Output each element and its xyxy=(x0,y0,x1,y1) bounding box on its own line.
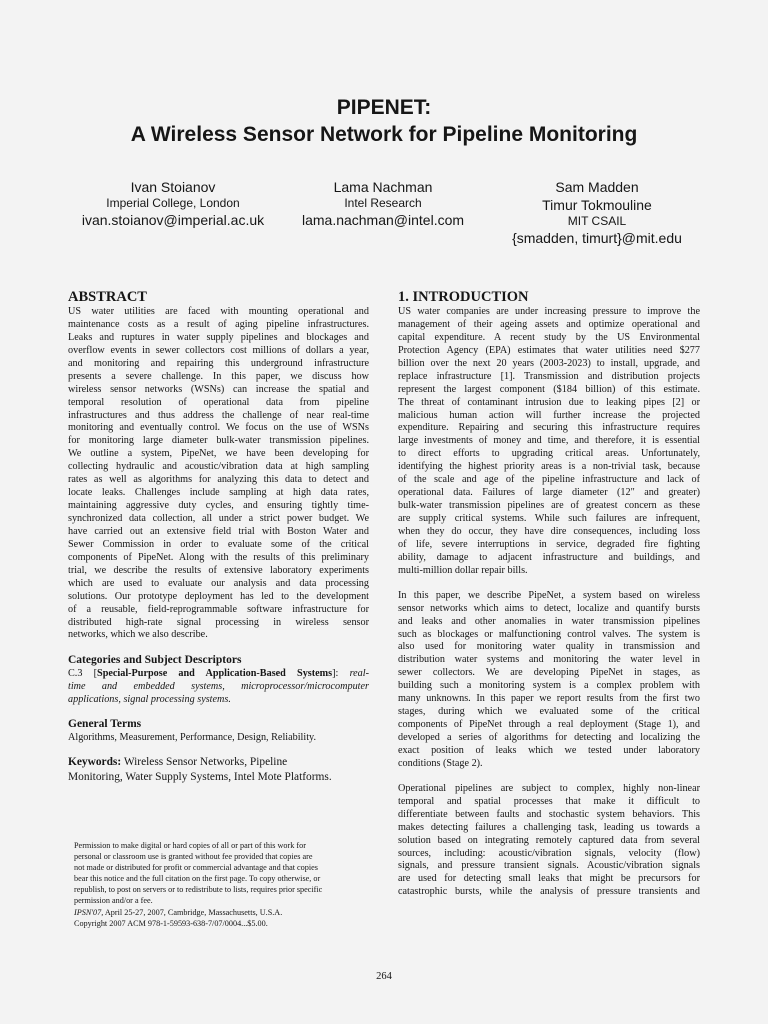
introduction-line: Operational pipelines are subject to complex, highly non-linear xyxy=(398,782,700,794)
left-column xyxy=(68,288,369,785)
abstract-line: collecting hydraulic and acoustic/vibration data at high sampling xyxy=(68,461,369,473)
permission-line: personal or classroom use is granted without fee provided that copies are xyxy=(74,852,313,862)
abstract-line: networks, which we also describe. xyxy=(68,629,208,641)
introduction-line: bulk-water transmission pipelines are of greatest concern as these xyxy=(398,500,700,512)
categories-line-2: time and embedded systems, microprocessor/microcomputer xyxy=(68,681,369,693)
author-block-1 xyxy=(58,178,288,229)
keywords-line-2: Monitoring, Water Supply Systems, Intel Mote Platforms. xyxy=(68,771,332,784)
permission-line: bear this notice and the full citation on the first page. To copy otherwise, or xyxy=(74,874,321,884)
introduction-line: In this paper, we describe PipeNet, a system based on wireless xyxy=(398,589,700,601)
abstract-line: of a reusable, field-reprogrammable software infrastructure for xyxy=(68,603,369,615)
paper-title-line-2: A Wireless Sensor Network for Pipeline Monitoring xyxy=(130,123,638,146)
introduction-line: Protection Agency (EPA) estimates that water utilities need $277 xyxy=(398,344,700,356)
abstract-body xyxy=(68,306,369,642)
categories-line-1 xyxy=(68,668,369,681)
introduction-line: when they do occur, they have dire consequences, including loss xyxy=(398,525,700,537)
introduction-line: identifying the highest priority areas is a non-trivial task, because xyxy=(398,461,700,473)
abstract-line: maintenance costs as a result of aging pipeline infrastructures. xyxy=(68,318,369,330)
abstract-line: wireless sensor networks (WSNs) can increase the spatial and xyxy=(68,383,369,395)
introduction-paragraph-1 xyxy=(398,306,700,578)
author-name: Ivan Stoianov xyxy=(130,179,216,195)
keywords-text-1: Wireless Sensor Networks, Pipeline xyxy=(123,756,288,769)
introduction-line: developed a series of algorithms for detecting and localizing the xyxy=(398,732,700,743)
introduction-line: large investments of money and time, and therefore, it is essential xyxy=(398,435,700,447)
permission-line: permission and/or a fee. xyxy=(74,896,153,906)
introduction-line: makes detecting failures a challenging task, leading us towards a xyxy=(398,821,700,833)
introduction-line: catastrophic bursts, while the analysis of pressure transients and xyxy=(398,886,700,898)
abstract-line: Leaks and ruptures in water supply pipelines and blockages and xyxy=(68,331,369,343)
introduction-line: and leaks and other anomalies in water transmission pipelines xyxy=(398,615,700,627)
introduction-line: replace infrastructure [1]. Transmission and distribution projects xyxy=(398,370,700,382)
author-affiliation: Intel Research xyxy=(344,196,422,210)
introduction-line: solution based on integrating remotely captured data from several xyxy=(398,834,700,846)
abstract-line: and monitoring and repairing this underground infrastructure xyxy=(68,357,369,369)
introduction-line: building such a monitoring system is a complex problem with xyxy=(398,680,700,692)
venue-line xyxy=(74,907,370,918)
introduction-line: such as blockages or malfunctioning control valves. The system is xyxy=(398,628,700,640)
introduction-line: temporal and spatial processes that make it difficult to xyxy=(398,795,700,807)
abstract-line: monitoring and eventually control. We focus on the use of WSNs xyxy=(68,422,369,434)
abstract-line: overflow events in sewer collectors cost millions of dollars a year, xyxy=(68,344,369,356)
categories-line-3: applications, signal processing systems. xyxy=(68,694,231,706)
paper-title-line-1: PIPENET: xyxy=(336,96,432,119)
abstract-line: locate leaks. Challenges include sampling at high data rates, xyxy=(68,487,369,499)
permission-lines xyxy=(74,840,370,907)
introduction-line: expenditure. Repairing and securing this infrastructure requires xyxy=(398,422,700,434)
abstract-line: for monitoring large diameter bulk-water transmission pipelines. xyxy=(68,435,369,447)
categories-heading: Categories and Subject Descriptors xyxy=(68,654,242,667)
abstract-line: Sewer Commission in order to evaluate some of the critical xyxy=(68,538,369,550)
author-name: Lama Nachman xyxy=(333,179,433,195)
venue-rest: April 25-27, 2007, Cambridge, Massachusetts, U.S.A. xyxy=(104,907,283,917)
abstract-line: distributed high-rate signal processing in wireless sensor xyxy=(68,616,369,628)
abstract-line: US water utilities are faced with mounting operational and xyxy=(68,306,369,317)
introduction-line: malicious human action will further increase the projected xyxy=(398,409,700,421)
permission-notice xyxy=(74,840,370,929)
introduction-line: capital expenditure. A recent study by the US Environmental xyxy=(398,331,700,343)
introduction-line: conditions (Stage 2). xyxy=(398,757,483,769)
right-column xyxy=(398,288,700,899)
introduction-line: The threat of contaminant intrusion due to leaking pipes [2] or xyxy=(398,396,700,408)
permission-line: Permission to make digital or hard copies of all or part of this work for xyxy=(74,841,306,850)
abstract-line: synchronized data collection, all under a strict power budget. We xyxy=(68,513,369,524)
author-email: {smadden, timurt}@mit.edu xyxy=(512,230,682,246)
keywords-label: Keywords: xyxy=(68,756,122,769)
introduction-line: of the scale and age of the pipeline infrastructure and lack of xyxy=(398,474,700,486)
permission-line: republish, to post on servers or to redistribute to lists, requires prior specific xyxy=(74,885,323,895)
introduction-paragraph-2 xyxy=(398,590,700,771)
abstract-line: temporal resolution of operational data from pipeline xyxy=(68,396,369,408)
author-affiliation: Imperial College, London xyxy=(106,196,240,210)
introduction-line: many unknowns. In this paper we report results from the first two xyxy=(398,693,700,705)
introduction-line: sensor networks which aims to detect, localize and quantify bursts xyxy=(398,602,700,614)
categories-bold: Special-Purpose and Application-Based Systems xyxy=(97,668,333,680)
introduction-line: distribution water systems and monitoring the water level in xyxy=(398,654,700,666)
abstract-line: rates as well as algorithms for analyzing this data to detect and xyxy=(68,474,369,486)
abstract-line: solutions. Our prototype deployment has led to the development xyxy=(68,590,369,602)
abstract-line: presents a severe challenge. In this paper, we discuss how xyxy=(68,370,369,382)
introduction-line: ability, damage to adjacent infrastructure and buildings, and xyxy=(398,551,700,563)
introduction-line: to direct efforts to upgrading critical areas. Unfortunately, xyxy=(398,448,700,460)
introduction-line: multi-million dollar repair bills. xyxy=(398,564,528,576)
introduction-line: operational data. Failures of large diameter (12" and greater) xyxy=(398,487,700,499)
introduction-line: components of PipeNet through a real deployment (Stage 1), and xyxy=(398,719,700,731)
categories-prefix: C.3 [ xyxy=(68,668,98,680)
introduction-paragraph-3 xyxy=(398,783,700,899)
abstract-line: maintaining aggressive duty cycles, and ensuring tightly time- xyxy=(68,500,369,512)
introduction-line: differentiate between faults and stochastic system behaviors. This xyxy=(398,808,700,820)
keywords-line-1 xyxy=(68,755,369,770)
introduction-line: US water companies are under increasing pressure to improve the xyxy=(398,306,700,317)
copyright-line: Copyright 2007 ACM 978-1-59593-638-7/07/0004...$5.00. xyxy=(74,918,268,928)
author-block-2 xyxy=(283,178,483,229)
page-number: 264 xyxy=(376,971,392,982)
author-email: lama.nachman@intel.com xyxy=(301,212,465,228)
introduction-line: billion over the next 20 years (2003-2023) to install, upgrade, and xyxy=(398,357,700,369)
general-terms-text: Algorithms, Measurement, Performance, Design, Reliability. xyxy=(68,732,317,744)
introduction-line: signals, and pressure transient signals. Acoustic/vibration signals xyxy=(398,860,700,872)
abstract-line: infrastructures and thus address the challenge of near real-time xyxy=(68,409,369,421)
abstract-heading: ABSTRACT xyxy=(68,289,147,305)
author-name: Sam Madden xyxy=(555,179,639,195)
introduction-line: exact position of leaks which we tested under laboratory xyxy=(398,744,700,756)
introduction-heading: 1. INTRODUCTION xyxy=(398,289,529,305)
abstract-line: components of PipeNet. Along with the results of this preliminary xyxy=(68,551,369,563)
abstract-line: which are used to evaluate our analysis and data processing xyxy=(68,577,369,589)
general-terms-heading: General Terms xyxy=(68,718,142,731)
introduction-line: stages, during which we evaluated some of the critical xyxy=(398,706,700,718)
introduction-line: sewer collectors. We are developing PipeNet in stages, as xyxy=(398,667,700,679)
introduction-line: are supply critical systems. While such failures are infrequent, xyxy=(398,513,700,524)
permission-line: not made or distributed for profit or commercial advantage and that copies xyxy=(74,863,318,873)
venue-italic: IPSN'07, xyxy=(74,907,104,917)
author-affiliation: MIT CSAIL xyxy=(567,214,627,228)
introduction-line: represent the largest component ($184 billion) of this estimate. xyxy=(398,383,700,395)
categories-suffix: ]: xyxy=(332,668,339,680)
author-name-2: Timur Tokmouline xyxy=(542,197,652,213)
introduction-line: also used for monitoring water quality in transmission and xyxy=(398,641,700,653)
abstract-line: have carried out an extensive field trial with Boston Water and xyxy=(68,525,369,537)
author-block-3 xyxy=(482,178,712,247)
introduction-line: are used for detecting small leaks that might be precursors for xyxy=(398,873,700,885)
abstract-line: trial, we describe the results of extensive laboratory experiments xyxy=(68,564,369,576)
introduction-line: management of their ageing assets and optimize operational and xyxy=(398,318,700,330)
author-email: ivan.stoianov@imperial.ac.uk xyxy=(81,212,265,228)
introduction-line: of life, severe interruptions in service, degraded fire fighting xyxy=(398,538,700,550)
abstract-line: We outline a system, PipeNet, we have been developing for xyxy=(68,448,369,460)
categories-italic: real- xyxy=(349,668,369,680)
introduction-line: sources, including: acoustic/vibration signals, velocity (flow) xyxy=(398,847,700,859)
